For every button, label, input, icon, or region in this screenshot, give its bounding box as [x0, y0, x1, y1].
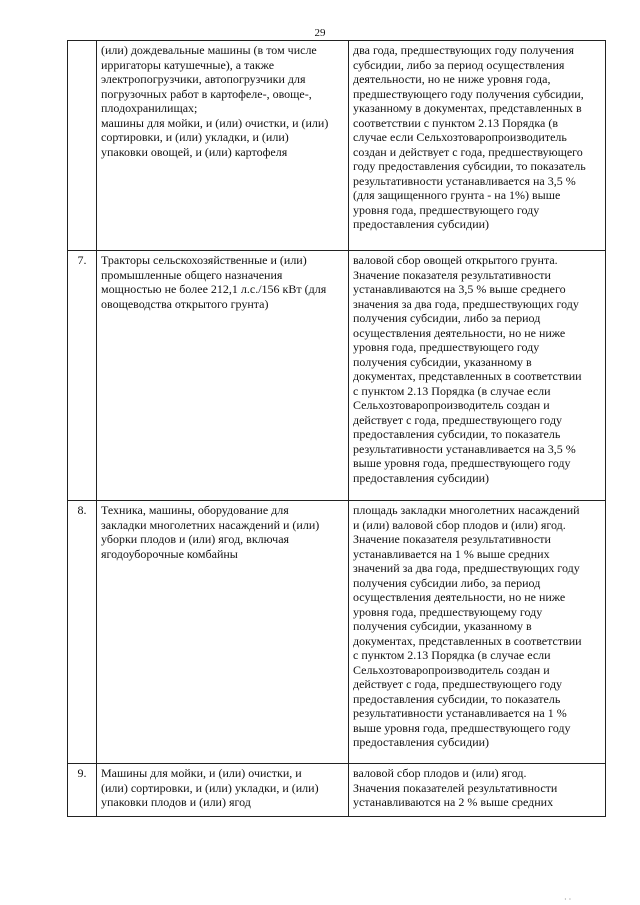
equipment-line: погрузочных работ в картофеле-, овоще-,: [101, 86, 312, 101]
indicator-line: предоставления субсидии): [353, 470, 490, 485]
equipment-line: электропогрузчики, автопогрузчики для: [101, 72, 306, 86]
equipment-line: сортировки, и (или) укладки, и (или): [101, 130, 289, 144]
indicator-line: Значение показателя результативности: [353, 532, 551, 546]
indicator-line: предшествующего году получения субсидии,: [353, 86, 584, 101]
indicator-line: соответствии с пунктом 2.13 Порядка (в: [353, 115, 559, 130]
table-row: [68, 501, 606, 764]
equipment-cell: [97, 764, 349, 817]
table-row: [68, 41, 606, 251]
indicator-line: результативности устанавливается на 3,5 %: [353, 441, 576, 456]
indicator-cell: [349, 764, 606, 817]
indicator-cell: [349, 41, 606, 251]
indicator-line: действует с года, предшествующего году: [353, 677, 563, 691]
table-row: [68, 764, 606, 817]
table-row: [68, 251, 606, 501]
indicator-line: с пунктом 2.13 Порядка (в случае если: [353, 648, 551, 662]
indicator-line: Сельхозтоваропроизводитель создан и: [353, 398, 550, 412]
indicator-line: устанавливаются на 3,5 % выше среднего: [353, 282, 566, 296]
equipment-line: (или) дождевальные машины (в том числе: [101, 43, 317, 57]
equipment-line: Тракторы сельскохозяйственные и (или): [101, 253, 307, 267]
equipment-line: упаковки плодов и (или) ягод: [101, 795, 251, 809]
equipment-line: машины для мойки, и (или) очистки, и (или): [101, 115, 329, 130]
indicator-cell: [349, 501, 606, 764]
indicator-line: году предоставления субсидии, то показатель: [353, 159, 586, 173]
indicator-line: предоставления субсидии): [353, 735, 490, 749]
indicator-line: с пунктом 2.13 Порядка (в случае если: [353, 383, 551, 398]
equipment-line: закладки многолетних насаждений и (или): [101, 517, 320, 532]
row-number: 9.: [77, 766, 87, 780]
indicator-line: значения за два года, предшествующих году: [353, 296, 579, 311]
indicator-line: получения субсидии, указанному в: [353, 354, 532, 369]
equipment-line: плодохранилищах;: [101, 101, 198, 115]
equipment-line: Машины для мойки, и (или) очистки, и: [101, 766, 302, 780]
equipment-line: (или) сортировки, и (или) укладки, и (или): [101, 780, 319, 795]
indicator-line: Значения показателей результативности: [353, 780, 558, 795]
indicator-line: валовой сбор овощей открытого грунта.: [353, 253, 558, 267]
equipment-cell: [97, 41, 349, 251]
indicator-line: результативности устанавливается на 3,5 %: [353, 173, 576, 188]
indicator-line: предоставления субсидии, то показатель: [353, 427, 561, 441]
indicator-line: указанному в документах, представленных в: [353, 101, 582, 115]
indicator-line: выше уровня года, предшествующего году: [353, 720, 571, 735]
indicator-line: осуществления деятельности, но не ниже: [353, 325, 566, 340]
indicator-line: создан и действует с года, предшествующего: [353, 144, 583, 159]
indicator-line: валовой сбор плодов и (или) ягод.: [353, 766, 527, 780]
row-number: 7.: [77, 253, 87, 267]
indicator-line: площадь закладки многолетних насаждений: [353, 503, 580, 517]
indicator-line: предоставления субсидии): [353, 217, 490, 231]
indicator-line: документах, представленных в соответствии: [353, 369, 582, 383]
equipment-line: промышленные общего назначения: [101, 267, 283, 282]
indicator-line: два года, предшествующих году получения: [353, 43, 575, 57]
equipment-cell: [97, 251, 349, 501]
indicator-line: случае если Сельхозтоваропроизводитель: [353, 130, 567, 144]
indicator-line: устанавливаются на 2 % выше средних: [353, 795, 554, 809]
indicator-line: выше уровня года, предшествующего году: [353, 456, 571, 470]
indicator-line: осуществления деятельности, но не ниже: [353, 590, 566, 604]
equipment-line: Техника, машины, оборудование для: [101, 503, 289, 517]
row-number-cell: [68, 764, 97, 817]
indicator-line: значений за два года, предшествующих году: [353, 561, 580, 575]
indicator-line: и (или) валовой сбор плодов и (или) ягод.: [353, 517, 566, 532]
row-number-cell: [68, 501, 97, 764]
subsidy-equipment-table: [67, 40, 606, 817]
indicator-line: уровня года, предшествующего году: [353, 202, 540, 217]
indicator-line: деятельности, но не ниже уровня года,: [353, 72, 551, 86]
indicator-line: устанавливается на 1 % выше средних: [353, 546, 550, 561]
equipment-line: ирригаторы катушечные), а также: [101, 57, 275, 72]
indicator-line: уровня года, предшествующего году: [353, 340, 540, 354]
page-number: 29: [314, 27, 326, 39]
indicator-line: (для защищенного грунта - на 1%) выше: [353, 188, 561, 202]
indicator-line: Значение показателя результативности: [353, 267, 551, 282]
indicator-line: получения субсидии либо, за период: [353, 575, 541, 590]
indicator-line: Сельхозтоваропроизводитель создан и: [353, 662, 550, 677]
indicator-cell: [349, 251, 606, 501]
equipment-line: уборки плодов и (или) ягод, включая: [101, 532, 290, 546]
indicator-line: уровня года, предшествующему году: [353, 604, 543, 619]
equipment-line: упаковки овощей, и (или) картофеля: [101, 144, 288, 159]
equipment-line: мощностью не более 212,1 л.с./156 кВт (для: [101, 282, 327, 296]
row-number-cell: [68, 41, 97, 251]
indicator-line: действует с года, предшествующего году: [353, 412, 563, 427]
indicator-line: предоставления субсидии, то показатель: [353, 691, 561, 706]
indicator-line: субсидии, либо за период осуществления: [353, 57, 565, 72]
row-number: 8.: [77, 503, 87, 517]
equipment-line: ягодоуборочные комбайны: [101, 546, 238, 561]
indicator-line: получения субсидии, либо за период: [353, 311, 541, 325]
indicator-line: документах, представленных в соответствии: [353, 633, 582, 648]
corner-mark: · ·: [564, 895, 572, 904]
indicator-line: получения субсидии, указанному в: [353, 619, 532, 633]
row-number-cell: [68, 251, 97, 501]
equipment-cell: [97, 501, 349, 764]
equipment-line: овощеводства открытого грунта): [101, 296, 269, 311]
indicator-line: результативности устанавливается на 1 %: [353, 706, 567, 720]
